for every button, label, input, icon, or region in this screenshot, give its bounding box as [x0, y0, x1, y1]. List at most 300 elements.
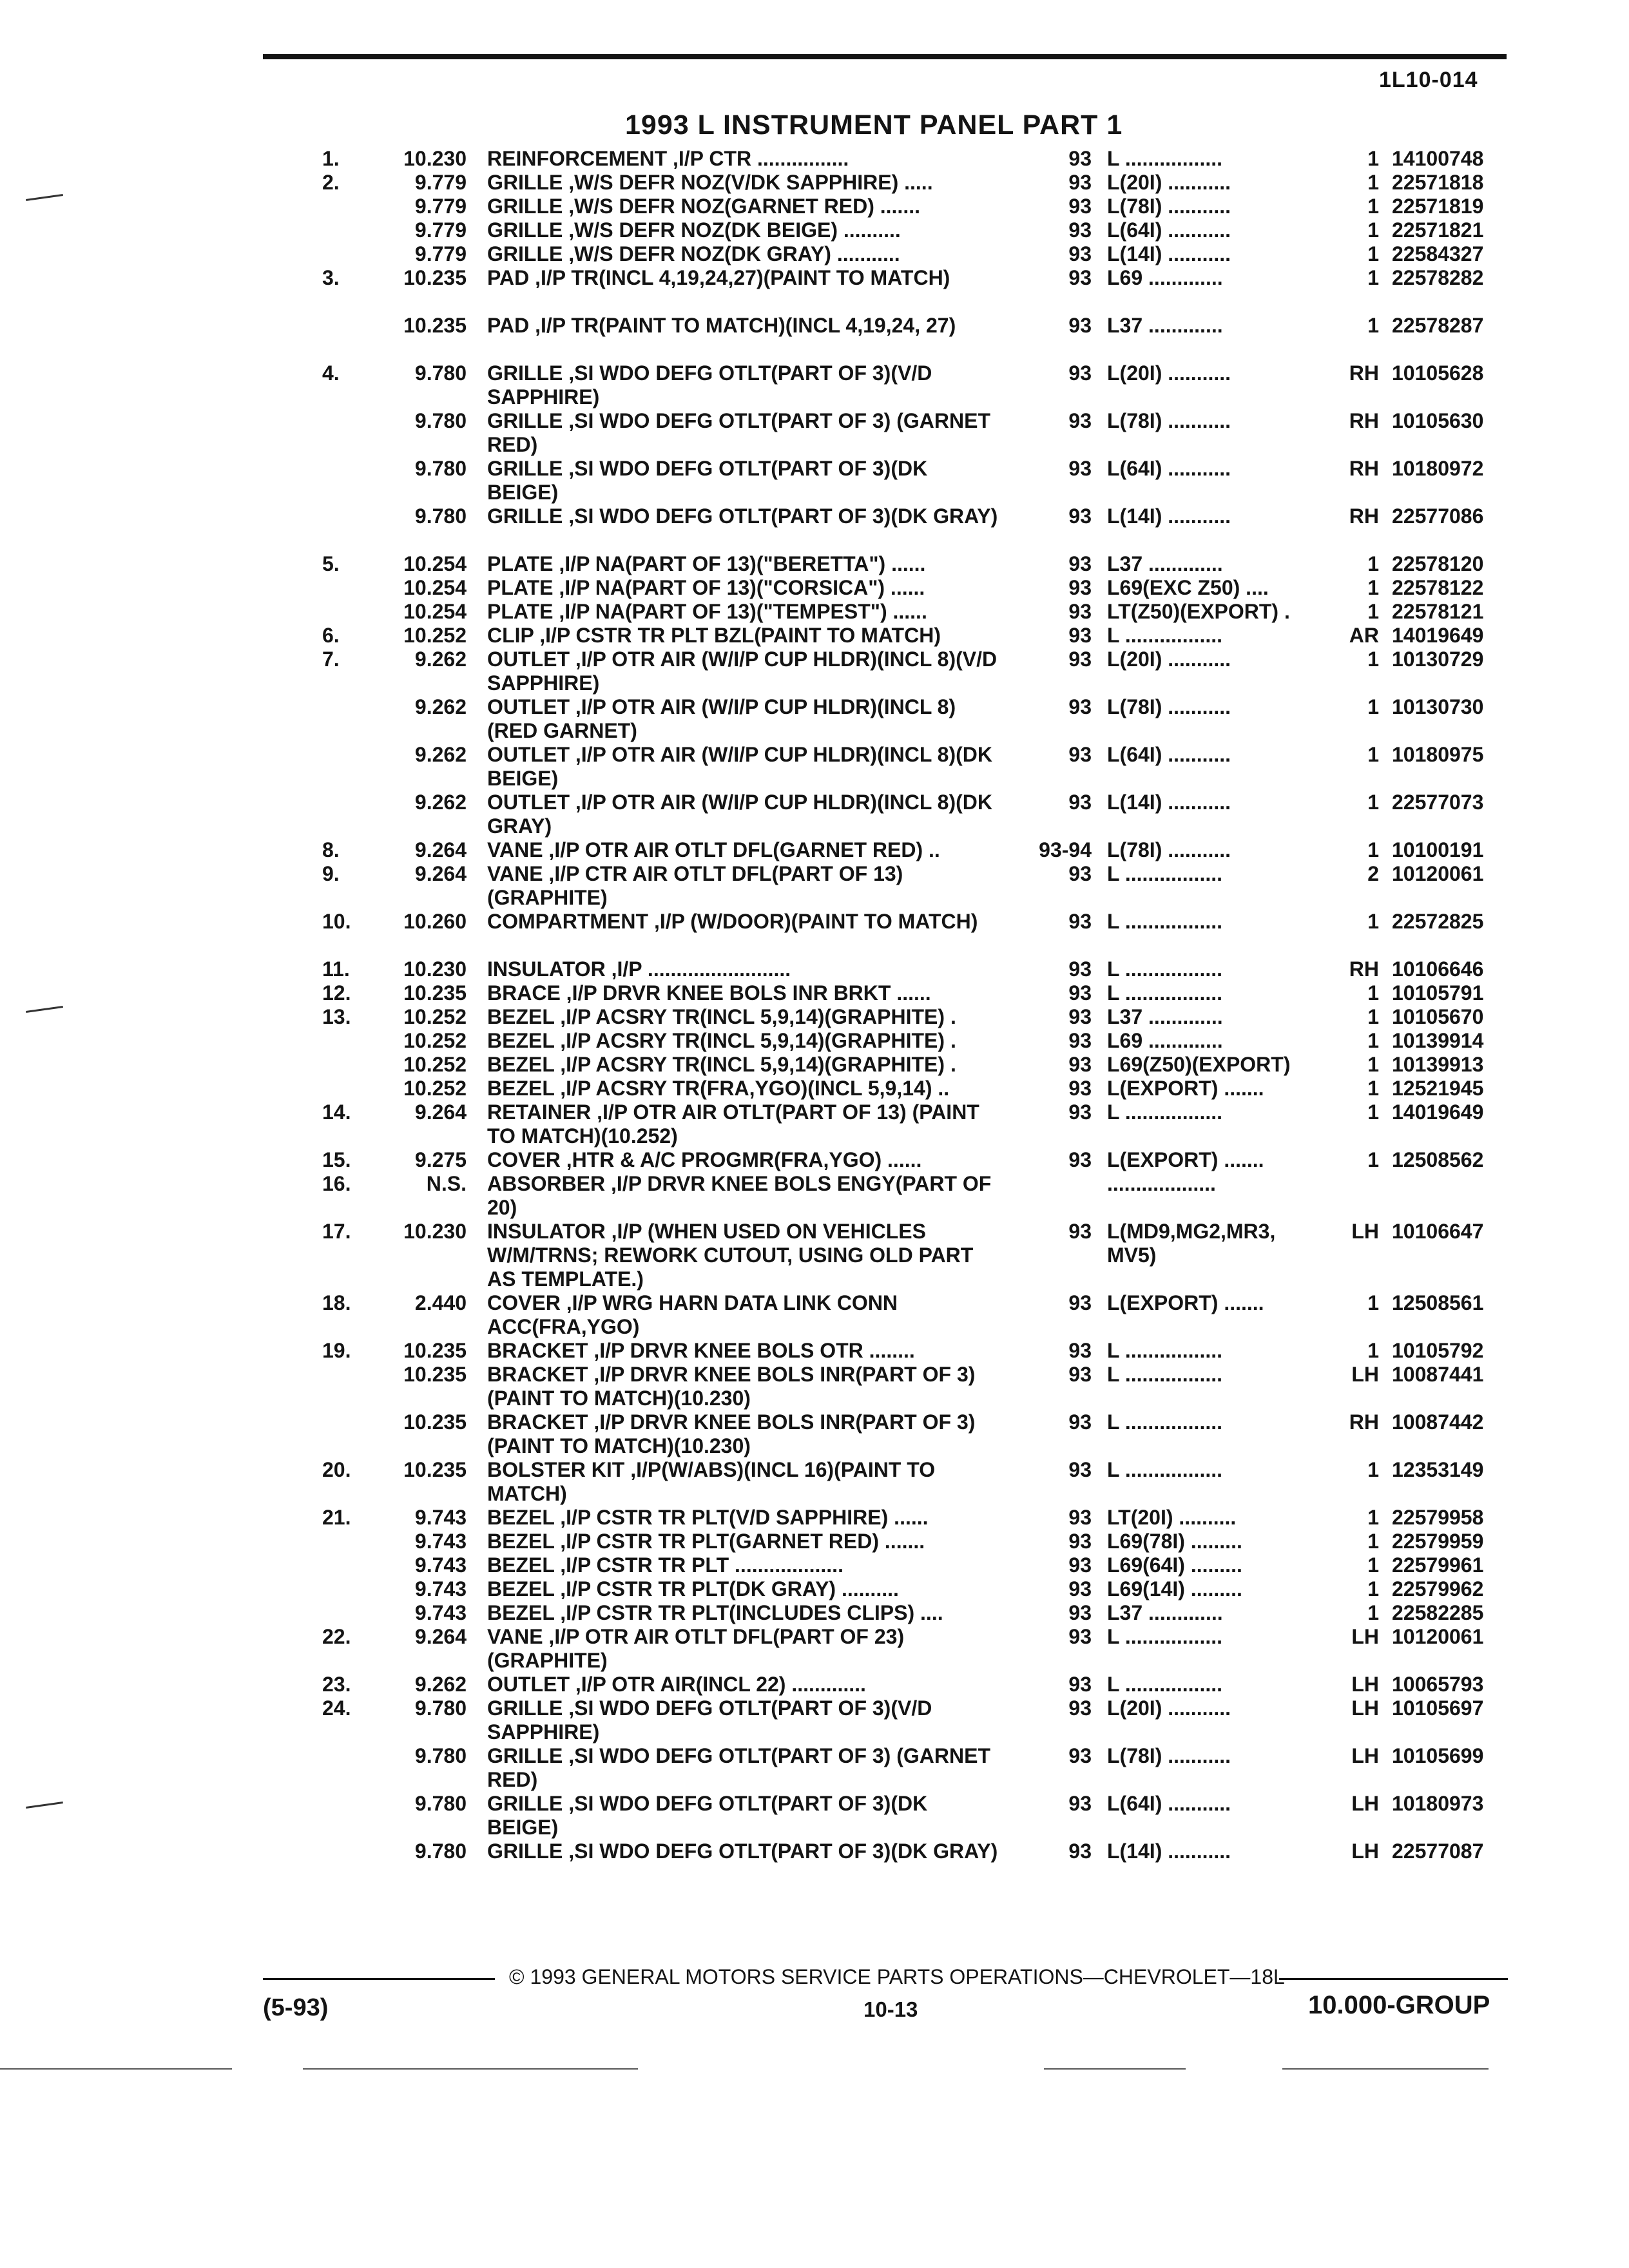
part-description	[487, 862, 1003, 910]
model-code: L(14I) ...........	[1107, 505, 1231, 528]
model-year: 93	[1068, 1601, 1092, 1624]
part-name: GRILLE	[487, 409, 563, 432]
part-name: ABSORBER	[487, 1172, 606, 1195]
part-detail: ,I/P DRVR KNEE BOLS ENGY(PART OF 20)	[487, 1172, 992, 1219]
figure-number: 10.230	[403, 147, 467, 170]
figure-number: 9.780	[414, 1696, 467, 1720]
item-number: 17.	[322, 1220, 351, 1243]
part-description	[487, 648, 1003, 695]
item-number: 4.	[322, 361, 340, 385]
part-detail: ,SI WDO DEFG OTLT(PART OF 3) (GARNET RED)	[487, 409, 990, 456]
quantity: 1	[1367, 600, 1379, 623]
part-name: BRACKET	[487, 1363, 588, 1386]
figure-number: 10.235	[403, 1363, 467, 1386]
item-number: 14.	[322, 1100, 351, 1124]
part-detail: ,I/P NA(PART OF 13)("CORSICA") ......	[553, 576, 925, 599]
part-number: 22571821	[1392, 218, 1484, 242]
figure-number: 9.743	[414, 1506, 467, 1529]
parts-row	[0, 743, 1629, 791]
item-number: 16.	[322, 1172, 351, 1195]
figure-number: 9.780	[414, 1792, 467, 1815]
figure-number: 10.235	[403, 1339, 467, 1362]
quantity: RH	[1349, 1410, 1379, 1434]
model-code: L(78I) ...........	[1107, 695, 1231, 718]
part-description	[487, 1005, 1003, 1029]
part-name: BEZEL	[487, 1601, 555, 1624]
model-year: 93	[1068, 576, 1092, 599]
part-detail: ,SI WDO DEFG OTLT(PART OF 3)(DK GRAY)	[563, 505, 998, 528]
part-number: 22571819	[1392, 195, 1484, 218]
model-year: 93	[1068, 409, 1092, 432]
parts-row	[0, 1100, 1629, 1148]
part-number: 22578287	[1392, 314, 1484, 337]
model-year: 93-94	[1039, 838, 1092, 861]
figure-number: 10.252	[403, 1029, 467, 1052]
part-name: REINFORCEMENT	[487, 147, 668, 170]
part-description	[487, 1673, 1003, 1696]
figure-number: 2.440	[414, 1291, 467, 1314]
quantity: AR	[1349, 624, 1379, 647]
figure-number: 10.235	[403, 981, 467, 1004]
part-number: 22577087	[1392, 1840, 1484, 1863]
part-name: BEZEL	[487, 1506, 555, 1529]
part-number: 12353149	[1392, 1458, 1484, 1481]
quantity: 1	[1367, 576, 1379, 599]
item-number: 6.	[322, 624, 340, 647]
parts-row	[0, 242, 1629, 266]
part-description	[487, 266, 1003, 290]
part-description	[487, 1172, 1003, 1220]
figure-number: 9.779	[414, 218, 467, 242]
part-description	[487, 1458, 1003, 1506]
part-description	[487, 552, 1003, 576]
parts-row	[0, 505, 1629, 552]
part-description	[487, 457, 1003, 505]
parts-row	[0, 1077, 1629, 1100]
parts-row	[0, 1840, 1629, 1887]
part-number: 14019649	[1392, 624, 1484, 647]
quantity: 1	[1367, 171, 1379, 194]
model-code: L(MD9,MG2,MR3, MV5)	[1107, 1220, 1276, 1267]
item-number: 20.	[322, 1458, 351, 1481]
model-year: 93	[1068, 1625, 1092, 1648]
part-number: 10087442	[1392, 1410, 1484, 1434]
parts-row	[0, 1625, 1629, 1673]
model-year: 93	[1068, 1673, 1092, 1696]
part-detail: ,I/P CSTR TR PLT(INCLUDES CLIPS) ....	[554, 1601, 943, 1624]
parts-row	[0, 1458, 1629, 1506]
quantity: LH	[1351, 1363, 1379, 1386]
model-year: 93	[1068, 1148, 1092, 1171]
parts-row	[0, 1005, 1629, 1029]
part-number: 10120061	[1392, 1625, 1484, 1648]
part-detail: ,I/P CTR ................	[667, 147, 849, 170]
part-description	[487, 838, 1003, 862]
figure-number: 9.779	[414, 171, 467, 194]
parts-row	[0, 1577, 1629, 1601]
quantity: RH	[1349, 409, 1379, 432]
part-name: GRILLE	[487, 361, 563, 385]
part-description	[487, 695, 1003, 743]
part-number: 10100191	[1392, 838, 1484, 861]
model-year: 93	[1068, 505, 1092, 528]
model-code: L(78I) ...........	[1107, 838, 1231, 861]
part-number: 22579961	[1392, 1553, 1484, 1577]
part-number: 10105630	[1392, 409, 1484, 432]
model-code: L(20I) ...........	[1107, 648, 1231, 671]
part-description	[487, 505, 1003, 528]
quantity: 1	[1367, 1458, 1379, 1481]
quantity: 1	[1367, 981, 1379, 1004]
parts-row	[0, 1792, 1629, 1840]
parts-row	[0, 218, 1629, 242]
figure-number: 9.743	[414, 1553, 467, 1577]
part-number: 10130730	[1392, 695, 1484, 718]
model-code: L .................	[1107, 1410, 1222, 1434]
quantity: 2	[1367, 862, 1379, 885]
part-description	[487, 791, 1003, 838]
model-code: L .................	[1107, 1625, 1222, 1648]
part-description	[487, 910, 1003, 934]
part-name: BEZEL	[487, 1530, 555, 1553]
model-year: 93	[1068, 1577, 1092, 1600]
quantity: 1	[1367, 218, 1379, 242]
figure-number: 10.235	[403, 1410, 467, 1434]
part-description	[487, 600, 1003, 624]
parts-row	[0, 1291, 1629, 1339]
part-description	[487, 1363, 1003, 1410]
part-description	[487, 147, 1003, 171]
part-number: 10139914	[1392, 1029, 1484, 1052]
model-code: L(14I) ...........	[1107, 242, 1231, 265]
quantity: 1	[1367, 1577, 1379, 1600]
part-detail: ,I/P OTR AIR (W/I/P CUP HLDR)(INCL 8)(DK BEIGE)	[487, 743, 992, 790]
part-detail: ,I/P DRVR KNEE BOLS INR(PART OF 3)(PAINT TO MATCH)(10.230)	[487, 1363, 976, 1410]
quantity: 1	[1367, 552, 1379, 575]
figure-number: 10.254	[403, 576, 467, 599]
part-number: 10180975	[1392, 743, 1484, 766]
part-number: 22578121	[1392, 600, 1484, 623]
model-code: L .................	[1107, 1339, 1222, 1362]
parts-row	[0, 910, 1629, 957]
part-name: OUTLET	[487, 648, 570, 671]
quantity: 1	[1367, 1506, 1379, 1529]
part-name: OUTLET	[487, 743, 570, 766]
part-number: 22579959	[1392, 1530, 1484, 1553]
model-code: L69(64I) .........	[1107, 1553, 1242, 1577]
figure-number: 10.252	[403, 1077, 467, 1100]
part-detail: ,I/P NA(PART OF 13)("TEMPEST") ......	[553, 600, 927, 623]
parts-row	[0, 195, 1629, 218]
model-code: L(78I) ...........	[1107, 195, 1231, 218]
figure-number: 9.780	[414, 1744, 467, 1767]
part-name: OUTLET	[487, 791, 570, 814]
model-code: L37 .............	[1107, 1005, 1223, 1028]
part-number: 10105699	[1392, 1744, 1484, 1767]
item-number: 23.	[322, 1673, 351, 1696]
model-year: 93	[1068, 957, 1092, 981]
parts-row	[0, 600, 1629, 624]
part-description	[487, 1553, 1003, 1577]
model-year: 93	[1068, 648, 1092, 671]
part-name: INSULATOR	[487, 1220, 606, 1243]
model-code: L .................	[1107, 981, 1222, 1004]
model-year: 93	[1068, 624, 1092, 647]
quantity: LH	[1351, 1673, 1379, 1696]
model-code: L .................	[1107, 1673, 1222, 1696]
figure-number: 9.262	[414, 695, 467, 718]
model-code: L(14I) ...........	[1107, 791, 1231, 814]
item-number: 10.	[322, 910, 351, 933]
quantity: 1	[1367, 695, 1379, 718]
part-name: GRILLE	[487, 505, 563, 528]
part-number: 10065793	[1392, 1673, 1484, 1696]
part-detail: ,I/P CSTR TR PLT(V/D SAPPHIRE) ......	[554, 1506, 929, 1529]
part-name: GRILLE	[487, 1696, 563, 1720]
model-year: 93	[1068, 1410, 1092, 1434]
model-year: 93	[1068, 147, 1092, 170]
part-name: GRILLE	[487, 457, 563, 480]
figure-number: 9.264	[414, 838, 467, 861]
figure-number: 10.252	[403, 1005, 467, 1028]
figure-number: 10.235	[403, 266, 467, 289]
part-name: BRACKET	[487, 1410, 588, 1434]
part-detail: ,SI WDO DEFG OTLT(PART OF 3)(V/D SAPPHIRE)	[487, 1696, 932, 1744]
part-description	[487, 1696, 1003, 1744]
parts-row	[0, 1029, 1629, 1053]
part-number: 22582285	[1392, 1601, 1484, 1624]
part-detail: ,I/P CSTR TR PLT(GARNET RED) .......	[554, 1530, 925, 1553]
part-number: 10087441	[1392, 1363, 1484, 1386]
quantity: 1	[1367, 1553, 1379, 1577]
figure-number: 9.262	[414, 1673, 467, 1696]
quantity: 1	[1367, 195, 1379, 218]
model-code: L37 .............	[1107, 552, 1223, 575]
part-number: 14019649	[1392, 1100, 1484, 1124]
scan-line	[1044, 2068, 1186, 2070]
part-name: BEZEL	[487, 1029, 555, 1052]
parts-row	[0, 838, 1629, 862]
part-description	[487, 1339, 1003, 1363]
scan-line	[0, 2068, 232, 2070]
part-number: 22579958	[1392, 1506, 1484, 1529]
part-detail: ,I/P CSTR TR PLT(DK GRAY) ..........	[554, 1577, 899, 1600]
part-name: GRILLE	[487, 195, 563, 218]
quantity: 1	[1367, 314, 1379, 337]
quantity: 1	[1367, 266, 1379, 289]
model-code: L(64I) ...........	[1107, 457, 1231, 480]
model-code: L(64I) ...........	[1107, 1792, 1231, 1815]
part-description	[487, 171, 1003, 195]
parts-row	[0, 1148, 1629, 1172]
model-code: L69 .............	[1107, 266, 1223, 289]
quantity: 1	[1367, 910, 1379, 933]
part-name: CLIP	[487, 624, 534, 647]
part-description	[487, 1601, 1003, 1625]
model-year: 93	[1068, 1840, 1092, 1863]
item-number: 21.	[322, 1506, 351, 1529]
part-detail: ,I/P ACSRY TR(INCL 5,9,14)(GRAPHITE) .	[554, 1005, 956, 1028]
part-name: VANE	[487, 838, 543, 861]
top-rule	[263, 54, 1507, 59]
model-code: L .................	[1107, 957, 1222, 981]
model-year: 93	[1068, 195, 1092, 218]
parts-row	[0, 1410, 1629, 1458]
quantity: 1	[1367, 1530, 1379, 1553]
model-code: L(EXPORT) .......	[1107, 1077, 1264, 1100]
part-name: BRACE	[487, 981, 561, 1004]
part-detail: ,I/P TR(INCL 4,19,24,27)(PAINT TO MATCH)	[529, 266, 950, 289]
model-year: 93	[1068, 1530, 1092, 1553]
model-year: 93	[1068, 910, 1092, 933]
model-year: 93	[1068, 361, 1092, 385]
item-number: 13.	[322, 1005, 351, 1028]
model-code: L69(EXC Z50) ....	[1107, 576, 1269, 599]
page-code: 1L10-014	[1379, 68, 1478, 92]
part-name: GRILLE	[487, 1744, 563, 1767]
model-code: L69 .............	[1107, 1029, 1223, 1052]
parts-row	[0, 552, 1629, 576]
model-code: L .................	[1107, 147, 1222, 170]
quantity: 1	[1367, 1601, 1379, 1624]
model-year: 93	[1068, 1029, 1092, 1052]
model-year: 93	[1068, 1458, 1092, 1481]
part-detail: ,W/S DEFR NOZ(V/DK SAPPHIRE) .....	[563, 171, 933, 194]
part-description	[487, 1792, 1003, 1840]
model-code: L(78I) ...........	[1107, 1744, 1231, 1767]
part-detail: ,I/P TR(PAINT TO MATCH)(INCL 4,19,24, 27)	[529, 314, 956, 337]
item-number: 22.	[322, 1625, 351, 1648]
model-code: L(EXPORT) .......	[1107, 1148, 1264, 1171]
part-description	[487, 624, 1003, 648]
model-year: 93	[1068, 552, 1092, 575]
part-number: 10120061	[1392, 862, 1484, 885]
quantity: 1	[1367, 743, 1379, 766]
part-detail: ,I/P (W/DOOR)(PAINT TO MATCH)	[648, 910, 978, 933]
quantity: LH	[1351, 1840, 1379, 1863]
parts-row	[0, 266, 1629, 314]
model-year: 93	[1068, 1077, 1092, 1100]
part-detail: ,SI WDO DEFG OTLT(PART OF 3)(V/D SAPPHIRE)	[487, 361, 932, 408]
part-number: 22578282	[1392, 266, 1484, 289]
part-description	[487, 1100, 1003, 1148]
item-number: 3.	[322, 266, 340, 289]
parts-list	[0, 147, 1629, 1887]
parts-row	[0, 171, 1629, 195]
part-number: 10105792	[1392, 1339, 1484, 1362]
part-name: OUTLET	[487, 695, 570, 718]
item-number: 24.	[322, 1696, 351, 1720]
part-detail: ,I/P DRVR KNEE BOLS INR(PART OF 3)(PAINT TO MATCH)(10.230)	[487, 1410, 976, 1457]
model-year: 93	[1068, 1220, 1092, 1243]
figure-number: 9.780	[414, 457, 467, 480]
model-year: 93	[1068, 1553, 1092, 1577]
part-number: 12521945	[1392, 1077, 1484, 1100]
model-code: L(20I) ...........	[1107, 1696, 1231, 1720]
item-number: 5.	[322, 552, 340, 575]
model-year: 93	[1068, 314, 1092, 337]
model-code: L69(14I) .........	[1107, 1577, 1242, 1600]
part-description	[487, 1410, 1003, 1458]
part-detail: ,I/P NA(PART OF 13)("BERETTA") ......	[553, 552, 926, 575]
parts-row	[0, 1673, 1629, 1696]
quantity: LH	[1351, 1220, 1379, 1243]
part-detail: ,I/P WRG HARN DATA LINK CONN ACC(FRA,YGO)	[487, 1291, 898, 1338]
model-year: 93	[1068, 266, 1092, 289]
figure-number: 9.780	[414, 361, 467, 385]
part-number: 22571818	[1392, 171, 1484, 194]
part-description	[487, 1577, 1003, 1601]
quantity: 1	[1367, 838, 1379, 861]
part-number: 10130729	[1392, 648, 1484, 671]
item-number: 7.	[322, 648, 340, 671]
part-description	[487, 314, 1003, 338]
quantity: RH	[1349, 505, 1379, 528]
figure-number: 9.262	[414, 648, 467, 671]
copyright-text: © 1993 GENERAL MOTORS SERVICE PARTS OPERATIONS—CHEVROLET—18L	[509, 1965, 1285, 1988]
part-number: 12508561	[1392, 1291, 1484, 1314]
quantity: LH	[1351, 1792, 1379, 1815]
part-name: BOLSTER KIT	[487, 1458, 625, 1481]
parts-row	[0, 1601, 1629, 1625]
figure-number: 10.252	[403, 1053, 467, 1076]
item-number: 12.	[322, 981, 351, 1004]
part-number: 10105791	[1392, 981, 1484, 1004]
part-number: 10105628	[1392, 361, 1484, 385]
quantity: 1	[1367, 1053, 1379, 1076]
part-detail: ,I/P CSTR TR PLT BZL(PAINT TO MATCH)	[534, 624, 941, 647]
item-number: 18.	[322, 1291, 351, 1314]
part-description	[487, 743, 1003, 791]
part-detail: ,SI WDO DEFG OTLT(PART OF 3)(DK BEIGE)	[487, 1792, 928, 1839]
parts-row	[0, 576, 1629, 600]
part-detail: ,SI WDO DEFG OTLT(PART OF 3)(DK GRAY)	[563, 1840, 998, 1863]
parts-row	[0, 409, 1629, 457]
model-year: 93	[1068, 242, 1092, 265]
figure-number: 9.780	[414, 409, 467, 432]
item-number: 9.	[322, 862, 340, 885]
model-year: 93	[1068, 1005, 1092, 1028]
model-code: L69(78I) .........	[1107, 1530, 1242, 1553]
parts-row	[0, 1339, 1629, 1363]
part-number: 10106646	[1392, 957, 1484, 981]
quantity: 1	[1367, 1100, 1379, 1124]
part-detail: ,I/P OTR AIR OTLT DFL(PART OF 23) (GRAPHITE)	[487, 1625, 905, 1672]
part-detail: ,I/P DRVR KNEE BOLS OTR ........	[588, 1339, 915, 1362]
model-code: ...................	[1107, 1172, 1216, 1195]
figure-number: 9.264	[414, 862, 467, 885]
part-detail: ,I/P DRVR KNEE BOLS INR BRKT ......	[560, 981, 931, 1004]
part-detail: ,I/P ACSRY TR(INCL 5,9,14)(GRAPHITE) .	[554, 1029, 956, 1052]
part-name: BRACKET	[487, 1339, 588, 1362]
part-description	[487, 1625, 1003, 1673]
figure-number: 9.743	[414, 1577, 467, 1600]
part-description	[487, 1029, 1003, 1053]
parts-row	[0, 1696, 1629, 1744]
part-name: PLATE	[487, 600, 554, 623]
part-detail: ,I/P OTR AIR OTLT(PART OF 13) (PAINT TO MATCH)(10.252)	[487, 1100, 979, 1148]
part-name: VANE	[487, 1625, 543, 1648]
figure-number: 10.254	[403, 552, 467, 575]
part-name: BEZEL	[487, 1005, 555, 1028]
model-year: 93	[1068, 1339, 1092, 1362]
model-year: 93	[1068, 457, 1092, 480]
part-detail: ,I/P OTR AIR (W/I/P CUP HLDR)(INCL 8)(DK GRAY)	[487, 791, 992, 838]
part-name: PLATE	[487, 552, 554, 575]
quantity: RH	[1349, 361, 1379, 385]
part-name: BEZEL	[487, 1077, 555, 1100]
model-year: 93	[1068, 1291, 1092, 1314]
